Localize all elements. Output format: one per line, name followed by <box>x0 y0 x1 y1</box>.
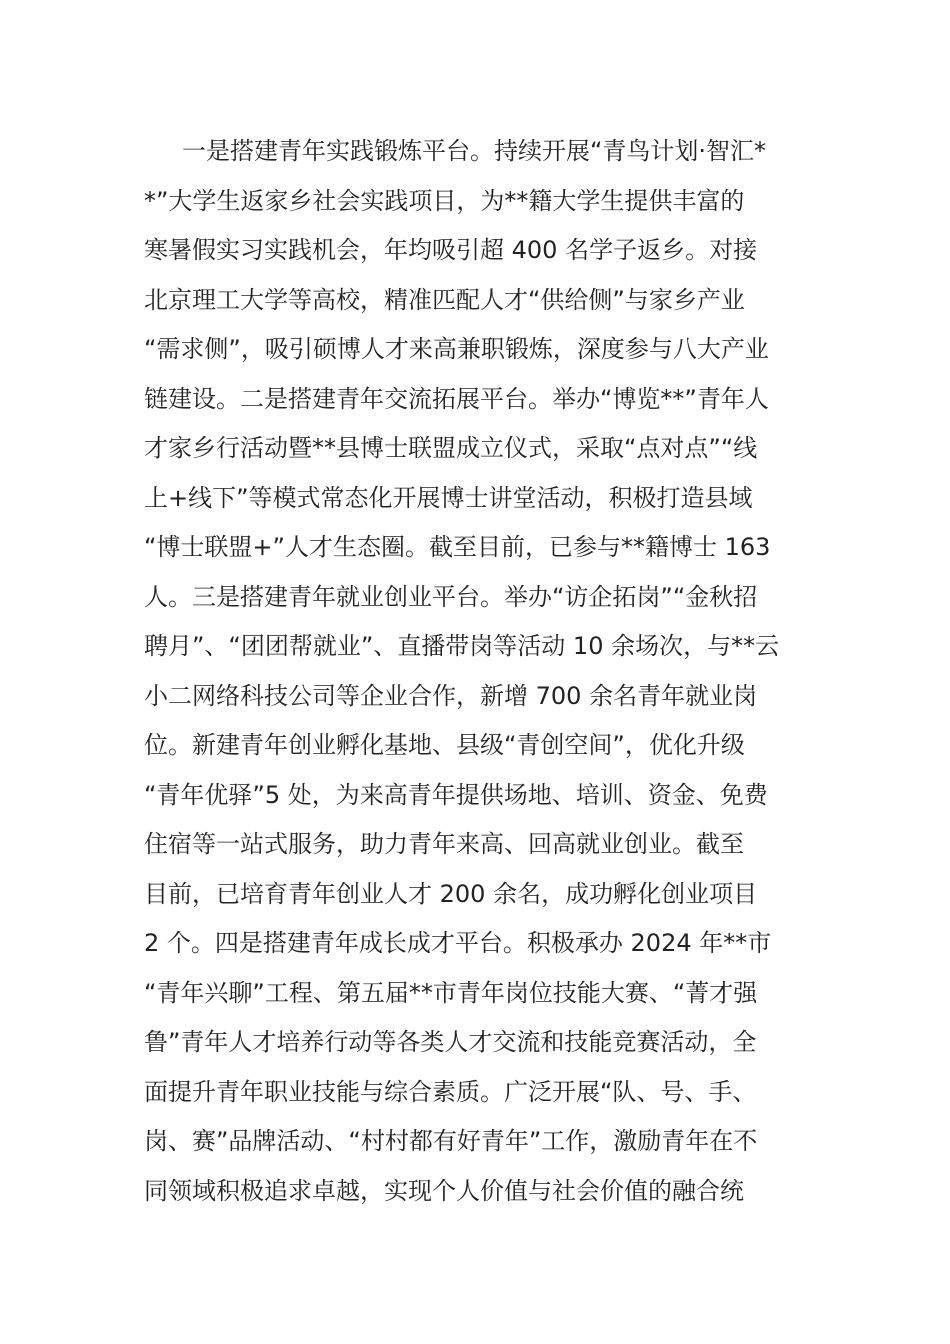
text-line: 位。新建青年创业孵化基地、县级“青创空间”，优化升级 <box>144 731 745 759</box>
text-line: “博士联盟+”人才生态圈。截至目前，已参与**籍博士 163 <box>144 533 771 561</box>
text-line: 面提升青年职业技能与综合素质。广泛开展“队、号、手、 <box>144 1077 757 1106</box>
text-line: 岗、赛”品牌活动、“村村都有好青年”工作，激励青年在不 <box>144 1127 758 1155</box>
text-line: 目前，已培育青年创业人才 200 余名，成功孵化创业项目 <box>144 879 758 908</box>
text-line: 同领域积极追求卓越，实现个人价值与社会价值的融合统 <box>144 1176 744 1205</box>
text-line: 鲁”青年人才培养行动等各类人才交流和技能竞赛活动，全 <box>144 1028 757 1056</box>
text-line: 小二网络科技公司等企业合作，新增 700 余名青年就业岗 <box>144 681 758 710</box>
text-line: “青年优驿”5 处，为来高青年提供场地、培训、资金、免费 <box>144 780 768 809</box>
text-line: *”大学生返家乡社会实践项目，为**籍大学生提供丰富的 <box>144 186 745 215</box>
text-line: 北京理工大学等高校，精准匹配人才“供给侧”与家乡产业 <box>144 285 745 314</box>
text-line: 聘月”、“团团帮就业”、直播带岗等活动 10 余场次，与**云 <box>144 632 780 660</box>
text-line: 一是搭建青年实践锻炼平台。持续开展“青鸟计划·智汇* <box>182 137 767 165</box>
text-line: 链建设。二是搭建青年交流拓展平台。举办“博览**”青年人 <box>144 384 769 413</box>
text-line: “需求侧”，吸引硕博人才来高兼职锻炼，深度参与八大产业 <box>144 335 769 363</box>
text-line: 寒暑假实习实践机会，年均吸引超 400 名学子返乡。对接 <box>144 236 758 264</box>
text-line: “青年兴聊”工程、第五届**市青年岗位技能大赛、“菁才强 <box>144 978 758 1007</box>
body-paragraph <box>144 127 814 1216</box>
text-line: 人。三是搭建青年就业创业平台。举办“访企拓岗”“金秋招 <box>144 582 758 611</box>
text-line: 上+线下”等模式常态化开展博士讲堂活动，积极打造县域 <box>144 483 753 512</box>
text-line: 2 个。四是搭建青年成长成才平台。积极承办 2024 年**市 <box>144 929 772 957</box>
text-line: 住宿等一站式服务，助力青年来高、回高就业创业。截至 <box>144 830 744 858</box>
text-line: 才家乡行活动暨**县博士联盟成立仪式，采取“点对点”“线 <box>144 434 758 462</box>
